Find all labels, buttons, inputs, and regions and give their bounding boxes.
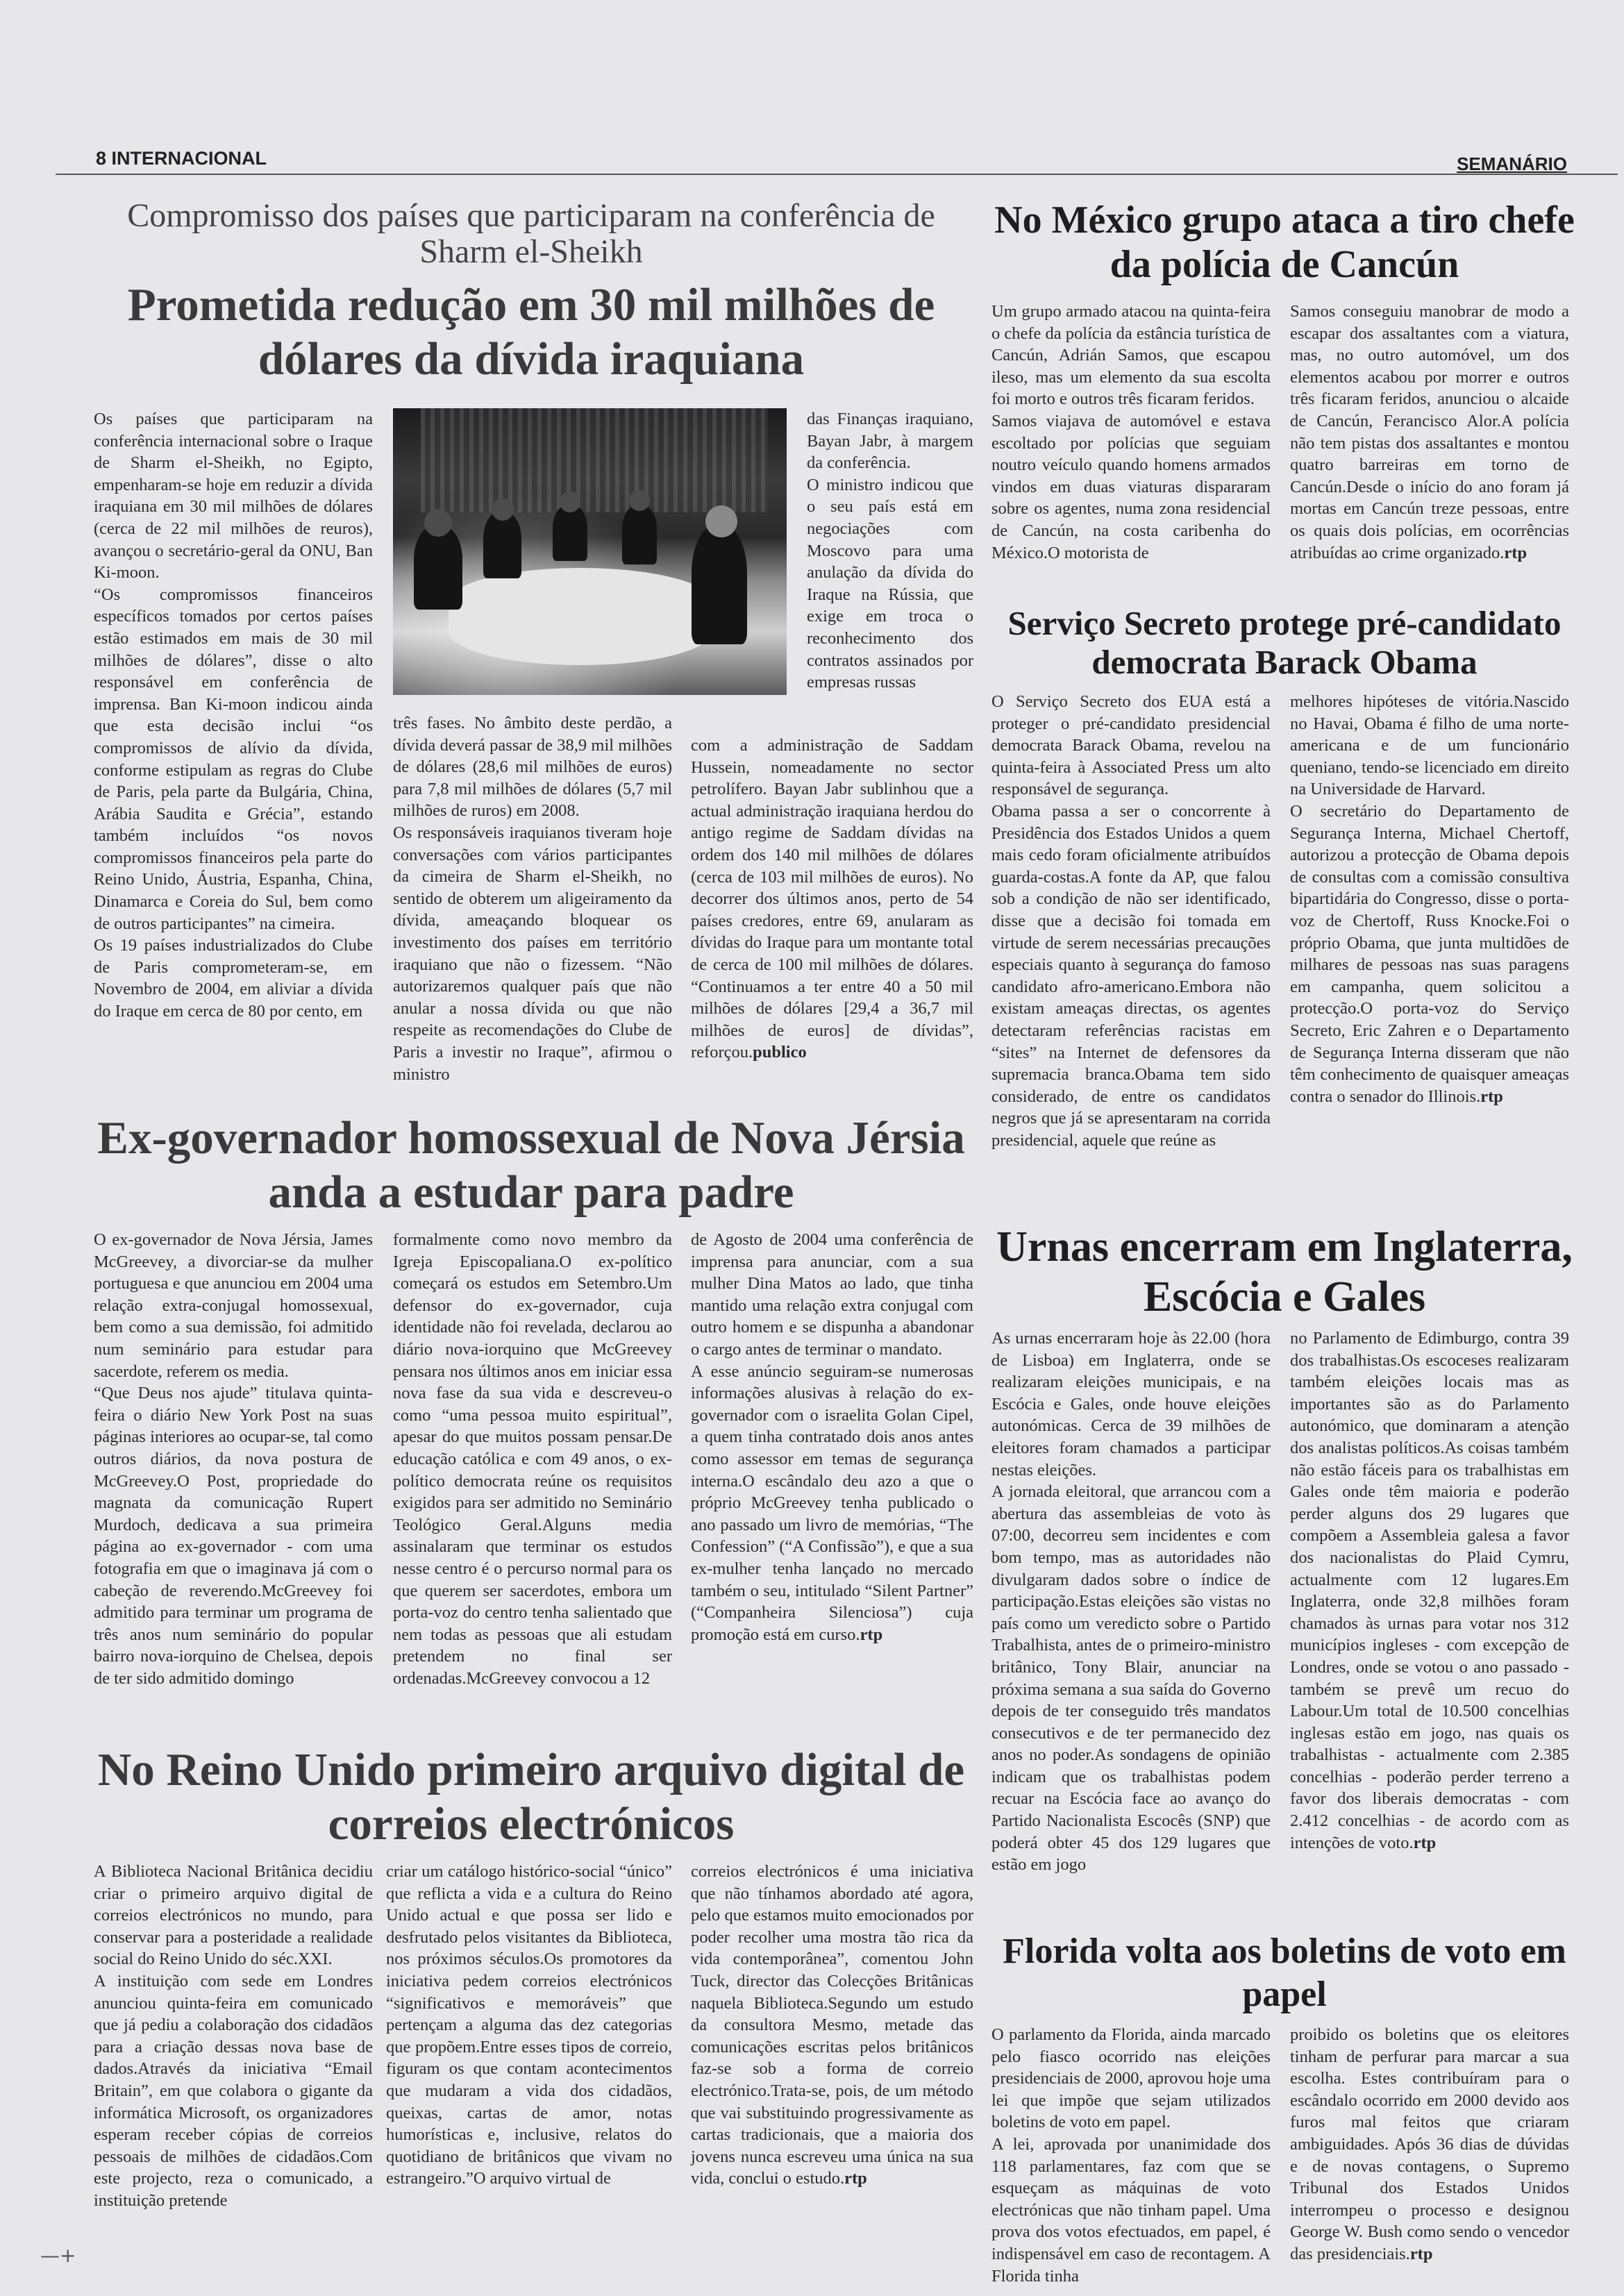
article-source: rtp: [1480, 1087, 1503, 1106]
article-headline: No México grupo ataca a tiro chefe da polícia de Cancún: [994, 199, 1575, 286]
article-column: três fases. No âmbito deste perdão, a dívida deverá passar de 38,9 mil milhões de dólares (28,6 mil milhões de euros) para 7,8 mil milhões de dólares (5,7 mil milhões de ruros) em 2008. Os responsáveis iraquianos tiveram hoje conversações com vários participantes da cimeira de Sharm el-Sheikh, no sentido de obterem um aligeiramento da dívida, ameaçando bloquear os investimento dos países em território iraquiano que não o fizessem. “Não autorizaremos qualquer país que não anular a nossa dívida ou que não respeite as recomendações do Clube de Paris a investir no Iraque”, afirmou o ministro: [393, 714, 672, 1084]
article-headline: Urnas encerram em Inglaterra, Escócia e Gales: [996, 1223, 1573, 1321]
article-source: rtp: [1504, 543, 1527, 562]
article-column: A Biblioteca Nacional Britânica decidiu criar o primeiro arquivo digital de correios electrónicos no mundo, para conservar para a posteridade a realidade social do Reino Unido do séc.XXI. A instituição com sede em Londres anunciou quinta-feira em comunicado que já pediu a colaboração dos cidadãos para a criação dessas nova base de dados.Através da iniciativa “Email Britain”, em que colabora o gigante da informática Microsoft, os organizadores esperam receber cópias de correios pessoais de milhões de cidadãos.Com este projecto, reza o comunicado, a instituição pretende: [94, 1862, 373, 2210]
header-rule: [56, 174, 1618, 175]
article-headline: Serviço Secreto protege pré-candidato democrata Barack Obama: [1007, 604, 1562, 681]
article-headline: Florida volta aos boletins de voto em papel: [1003, 1932, 1566, 2014]
article-column: O parlamento da Florida, ainda marcado pelo fiasco ocorrido nas eleições presidenciais de 2000, aprovou hoje uma lei que impõe que sejam utilizados boletins de voto em papel. A lei, aprovada por unanimidade dos 118 parlamentares, faz com que se esqueçam as máquinas de voto electrónicas que não tinham papel. Uma prova dos votos efectuados, em papel, é indispensável em caso de recontagem. A Florida tinha: [991, 2025, 1271, 2286]
crop-mark: —+: [40, 2244, 76, 2267]
article-column: O Serviço Secreto dos EUA está a proteger o pré-candidato presidencial democrata Barack Obama, revelou na quinta-feira à Associated Press um alto responsável de segurança. Obama passa a ser o concorrente à Presidência dos Estados Unidos a quem mais cedo foram oficialmente atribuídos guarda-costas.A fonte da AP, que falou sob a condição de não ser identificado, disse que a decisão foi tomada em virtude de serem necessárias precauções especiais quanto à segurança do famoso candidato afro-americano.Embora não existam ameaças directas, os agentes detectaram referências racistas em “sites” na Internet de defensores da supremacia branca.Obama tem sido considerado, de entre os candidatos negros que já se apresentaram na corrida presidencial, aquele que reúne as: [991, 692, 1271, 1150]
article-source: rtp: [1413, 1833, 1437, 1852]
article-column: das Finanças iraquiano, Bayan Jabr, à margem da conferência. O ministro indicou que o seu país está em negociações com Moscovo para uma anulação da dívida do Iraque na Rússia, que exige em troca o reconhecimento dos contratos assinados por empresas russas: [807, 410, 973, 692]
article-column: com a administração de Saddam Hussein, nomeadamente no sector petrolífero. Bayan Jabr sublinhou que a actual administração iraquiana herdou do antigo regime de Saddam dívidas na ordem dos 140 mil milhões de dólares (cerca de 103 mil milhões de euros). No decorrer dos últimos anos, perto de 54 países credores, entre 69, anularam as dívidas do Iraque para um montante total de cerca de 100 mil milhões de dólares. “Continuamos a ter entre 40 a 50 mil milhões de dólares [29,4 a 36,7 mil milhões de euros] de dívidas”, reforçou.publico: [691, 736, 973, 1062]
article-column: formalmente como novo membro da Igreja Episcopaliana.O ex-político começará os estudos em Setembro.Um defensor do ex-governador, cuja identidade não foi revelada, declarou ao diário nova-iorquino que McGreevey pensara nos últimos anos em iniciar essa nova fase da sua vida e descreveu-o como “uma pessoa muito espiritual”, apesar do que muitos possam pensar.De educação católica e com 49 anos, o ex-político democrata reúne os requisitos exigidos para ser admitido no Seminário Teológico Geral.Alguns media assinalaram que terminar os estudos nesse centro é o percurso normal para os que querem ser sacerdotes, embora um porta-voz do centro tenha salientado que nem todas as pessoas que ali estudam pretendem no final ser ordenadas.McGreevey convocou a 12: [393, 1230, 672, 1688]
article-headline: Prometida redução em 30 mil milhões de dólares da dívida iraquiana: [127, 279, 935, 385]
article-source: rtp: [1409, 2244, 1433, 2263]
page-section-label: 8 INTERNACIONAL: [96, 148, 267, 169]
article-column: Os países que participaram na conferência internacional sobre o Iraque de Sharm el-Sheikh, no Egipto, empenharam-se hoje em reduzir a dívida iraquiana em 30 mil milhões de dólares (cerca de 22 mil milhões de reuros), avançou o secretário-geral da ONU, Ban Ki-moon. “Os compromissos financeiros específicos tomados por certos países estão estimados em mais de 30 mil milhões de dólares”, disse o alto responsável em conferência de imprensa. Ban Ki-moon indicou ainda que esta decisão inclui “os compromissos de alívio da dívida, conforme estipulam as regras do Clube de Paris, pela parte da Bulgária, China, Arábia Saudita e Grécia”, estando também incluídos “os novos compromissos financeiros pela parte do Reino Unido, Áustria, Espanha, China, Dinamarca e Coreia do Sul, bem como de outros participantes” na cimeira. Os 19 países industrializados do Clube de Paris comprometeram-se, em Novembro de 2004, em aliviar a dívida do Iraque em cerca de 80 por cento, em: [94, 410, 373, 1021]
article-kicker: Compromisso dos países que participaram na conferência de Sharm el-Sheikh: [127, 197, 935, 270]
article-column: Um grupo armado atacou na quinta-feira o chefe da polícia da estância turística de Cancún, Adrián Samos, que escapou ileso, mas um elemento da sua escolta foi morto e outros três ficaram feridos. Samos viajava de automóvel e estava escoltado por polícias que seguiam noutro veículo quando homens armados vindos em duas viaturas dispararam sobre os agentes, numa zona residencial de Cancún, na costa caribenha do México.O motorista de: [991, 302, 1271, 562]
article-column: criar um catálogo histórico-social “único” que reflicta a vida e a cultura do Reino Unido actual e que possa ser lido e desfrutado pelos visitantes da Biblioteca, nos próximos séculos.Os promotores da iniciativa pedem correios electrónicos “significativos e memoráveis” que pertençam a alguma das dez categorias que propõem.Entre esses tipos de correio, figuram os que contam acontecimentos que mudaram a vida dos cidadãos, queixas, cartas de amor, notas humorísticas e, inclusive, relatos do quotidiano de britânicos que vivam no estrangeiro.”O arquivo virtual de: [386, 1862, 672, 2188]
article-column: As urnas encerraram hoje às 22.00 (hora de Lisboa) em Inglaterra, onde se realizaram eleições municipais, e na Escócia e Gales, onde houve eleições autonómicas. Cerca de 39 milhões de eleitores foram chamados a participar nestas eleições. A jornada eleitoral, que arrancou com a abertura das assembleias de voto às 07:00, decorreu sem incidentes e com bom tempo, mas as autoridades não divulgaram dados sobre o índice de participação.Estas eleições são vistas no país como um veredicto sobre o Partido Trabalhista, antes de o primeiro-ministro britânico, Tony Blair, anunciar na próxima semana a sua saída do Governo depois de ter conseguido três mandatos consecutivos e de ter permanecido dez anos no poder.As sondagens de opinião indicam que os trabalhistas podem recuar na Escócia face ao avanço do Partido Nacionalista Escocês (SNP) que poderá obter 45 dos 129 lugares que estão em jogo: [991, 1329, 1271, 1875]
publication-name: SEMANÁRIO: [1457, 153, 1567, 174]
article-column: no Parlamento de Edimburgo, contra 39 dos trabalhistas.Os escoceses realizaram também eleições locais mas as importantes são as do Parlamento autonómico, que dominaram a atenção dos analistas políticos.As coisas também não estão fáceis para os trabalhistas em Gales onde têm maioria e poderão perder alguns dos 29 lugares que compõem a Assembleia galesa a favor dos nacionalistas do Plaid Cymru, actualmente com 12 lugares.Em Inglaterra, onde 32,8 milhões foram chamados às urnas para votar nos 312 municípios ingleses - com excepção de Londres, onde se votou o ano passado - também se prevê um recuo do Labour.Um total de 10.500 concelhias inglesas estão em jogo, nas quais os trabalhistas - actualmente com 2.385 concelhias - poderão perder terreno a favor dos liberais democratas - com 2.412 concelhias - de acordo com as intenções de voto.rtp: [1290, 1329, 1569, 1852]
article-column: melhores hipóteses de vitória.Nascido no Havai, Obama é filho de uma norte-americana e de um funcionário queniano, tendo-se licenciado em direito na Universidade de Harvard. O secretário do Departamento de Segurança Interna, Michael Chertoff, autorizou a protecção de Obama depois de consultas com a comissão consultiva bipartidária do Congresso, disse o porta-voz de Chertoff, Russ Knocke.Foi o próprio Obama, que junta multidões de milhares de pessoas nas suas paragens em campanha, quem solicitou a protecção.O porta-voz do Serviço Secreto, Eric Zahren e o Departamento de Segurança Interna disseram que não têm conhecimento de quaisquer ameaças contra o senador do Illinois.rtp: [1290, 692, 1569, 1106]
article-column: correios electrónicos é uma iniciativa que não tínhamos abordado até agora, pelo que estamos muito emocionados por poder recolher uma mostra tão rica da vida contemporânea”, comentou John Tuck, director das Colecções Britânicas naquela Biblioteca.Segundo um estudo da consultora Mesmo, metade das comunicações escritas pelos britânicos faz-se sob a forma de correio electrónico.Trata-se, pois, de um método que vai substituindo progressivamente as cartas tradicionais, que a maioria dos jovens nunca escreveu uma única na sua vida, conclui o estudo.rtp: [691, 1862, 973, 2188]
article-headline: No Reino Unido primeiro arquivo digital de correios electrónicos: [97, 1744, 965, 1850]
article-source: rtp: [844, 2169, 867, 2188]
article-headline: Ex-governador homossexual de Nova Jérsia anda a estudar para padre: [97, 1112, 965, 1218]
article-column: de Agosto de 2004 uma conferência de imprensa para anunciar, com a sua mulher Dina Matos ao lado, que tinha mantido uma relação extra conjugal com outro homem e se dispunha a abandonar o cargo antes de terminar o mandato. A esse anúncio seguiram-se numerosas informações alusivas à relação do ex-governador com o israelita Golan Cipel, a quem tinha contratado dois anos antes como assessor em temas de segurança interna.O escândalo deu azo a que o próprio McGreevey tenha publicado o ano passado um livro de memórias, “The Confession” (“A Confissão”), e que a sua ex-mulher tenha lançado no mercado também o seu, intitulado “Silent Partner” (“Companheira Silenciosa”) cuja promoção está em curso.rtp: [691, 1230, 973, 1644]
article-column: Samos conseguiu manobrar de modo a escapar dos assaltantes com a viatura, mas, no outro automóvel, um dos elementos acabou por morrer e outros três ficaram feridos, anunciou o alcaide de Cancún, Ferancisco Alor.A polícia não tem pistas dos assaltantes e montou quatro barreiras em torno de Cancún.Desde o início do ano foram já mortas em Cancún treze pessoas, entre os quais dois polícias, em ocorrências atribuídas ao crime organizado.rtp: [1290, 302, 1569, 562]
conference-photo: [393, 408, 787, 695]
article-column: O ex-governador de Nova Jérsia, James McGreevey, a divorciar-se da mulher portuguesa e que anunciou em 2004 uma relação extra-conjugal homossexual, bem como a sua demissão, foi admitido num seminário para estudar para sacerdote, referem os media. “Que Deus nos ajude” titulava quinta-feira o diário New York Post na suas páginas interiores ao ocupar-se, tal como outros diários, da nova postura de McGreevey.O Post, propriedade do magnata da comunicação Rupert Murdoch, dedicava a sua primeira página ao ex-governador - com uma fotografia em que o imaginava já com o cabeção de reverendo.McGreevey foi admitido para terminar um programa de três anos num seminário do popular bairro nova-iorquino de Chelsea, depois de ter sido admitido domingo: [94, 1230, 373, 1688]
article-column: proibido os boletins que os eleitores tinham de perfurar para marcar a sua escolha. Estes contribuíram para o escândalo ocorrido em 2000 devido aos furos mal feitos que criaram ambiguidades. Após 36 dias de dúvidas e de novas contagens, o Supremo Tribunal dos Estados Unidos interrompeu o processo e designou George W. Bush como sendo o vencedor das presidenciais.rtp: [1290, 2025, 1569, 2263]
article-source: rtp: [860, 1625, 883, 1644]
article-source: publico: [753, 1043, 807, 1062]
